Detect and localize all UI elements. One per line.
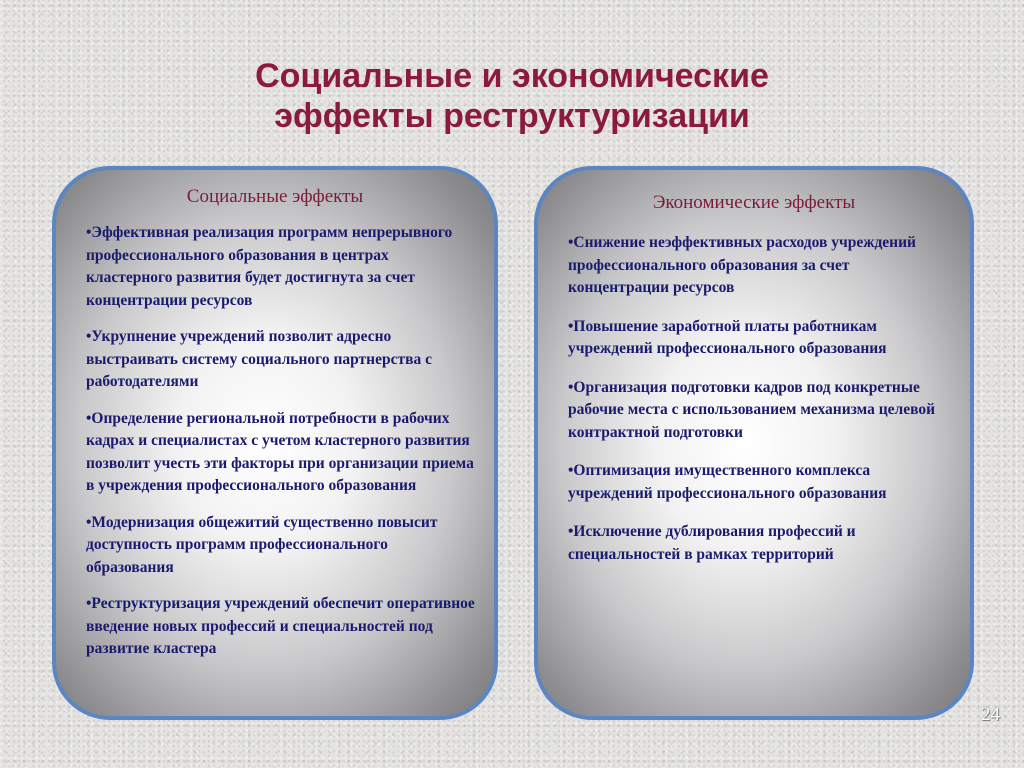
economic-effects-panel xyxy=(534,166,974,720)
economic-effect-item: •Исключение дублирования профессий и специальностей в рамках территорий xyxy=(568,523,856,563)
slide-title-line-1: Социальные и экономические xyxy=(255,57,769,95)
page-number: 24 xyxy=(981,704,1000,725)
economic-effect-item: •Снижение неэффективных расходов учреждений профессионального образования за счет концентрации ресурсов xyxy=(568,234,916,296)
economic-effects-heading: Экономические эффекты xyxy=(652,192,856,213)
social-effect-item: •Определение региональной потребности в рабочих кадрах и специалистах с учетом кластерного развития позволит учесть эти факторы при организации приема в учреждения профессионального образования xyxy=(86,409,474,494)
social-effects-heading: Социальные эффекты xyxy=(186,186,364,207)
economic-effect-item: •Оптимизация имущественного комплекса учреждений профессионального образования xyxy=(568,462,887,502)
social-effect-item: •Модернизация общежитий существенно повысит доступность программ профессионального образования xyxy=(86,513,438,576)
social-effect-item: •Укрупнение учреждений позволит адресно выстраивать систему социального партнерства с работодателями xyxy=(86,328,432,390)
social-effects-panel xyxy=(52,166,498,720)
economic-effects-list xyxy=(538,232,970,566)
social-effect-item: •Эффективная реализация программ непрерывного профессионального образования в центрах кластерного развития будет достигнута за счет концентрации ресурсов xyxy=(86,224,453,309)
social-effect-item: •Реструктуризация учреждений обеспечит оперативное введение новых профессий и специальностей под развитие кластера xyxy=(86,595,475,657)
slide-title xyxy=(0,56,1024,136)
economic-effect-item: •Организация подготовки кадров под конкретные рабочие места с использованием механизма целевой контрактной подготовки xyxy=(568,378,936,441)
economic-effect-item: •Повышение заработной платы работникам учреждений профессионального образования xyxy=(568,317,887,357)
slide-title-line-2: эффекты реструктуризации xyxy=(274,97,750,135)
social-effects-list xyxy=(56,222,494,661)
